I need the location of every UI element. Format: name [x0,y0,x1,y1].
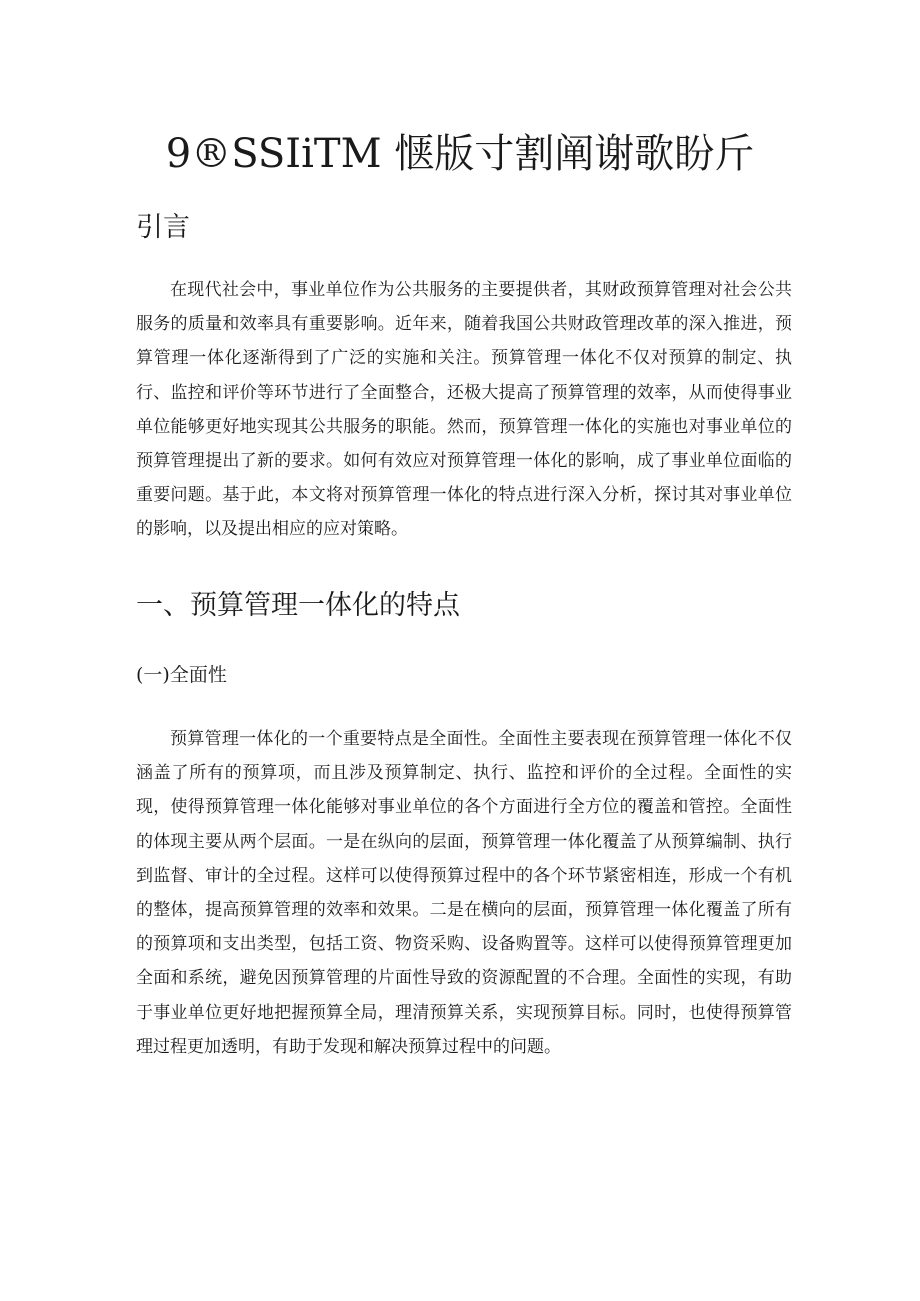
section-1-heading: 一、预算管理一体化的特点 [136,590,460,621]
intro-paragraph: 在现代社会中，事业单位作为公共服务的主要提供者，其财政预算管理对社会公共服务的质量和效率具有重要影响。近年来，随着我国公共财政管理改革的深入推进，预算管理一体化逐渐得到了广泛的实施和关注。预算管理一体化不仅对预算的制定、执行、监控和评价等环节进行了全面整合，还极大提高了预算管理的效率，从而使得事业单位能够更好地实现其公共服务的职能。然而，预算管理一体化的实施也对事业单位的预算管理提出了新的要求。如何有效应对预算管理一体化的影响，成了事业单位面临的重要问题。基于此，本文将对预算管理一体化的特点进行深入分析，探讨其对事业单位的影响，以及提出相应的应对策略。 [136,280,792,540]
section-1-sub-1-paragraph: 预算管理一体化的一个重要特点是全面性。全面性主要表现在预算管理一体化不仅涵盖了所有的预算项，而且涉及预算制定、执行、监控和评价的全过程。全面性的实现，使得预算管理一体化能够对事业单位的各个方面进行全方位的覆盖和管控。全面性的体现主要从两个层面。一是在纵向的层面，预算管理一体化覆盖了从预算编制、执行到监督、审计的全过程。这样可以使得预算过程中的各个环节紧密相连，形成一个有机的整体，提高预算管理的效率和效果。二是在横向的层面，预算管理一体化覆盖了所有的预算项和支出类型，包括工资、物资采购、设备购置等。这样可以使得预算管理更加全面和系统，避免因预算管理的片面性导致的资源配置的不合理。全面性的实现，有助于事业单位更好地把握预算全局，理清预算关系，实现预算目标。同时，也使得预算管理过程更加透明，有助于发现和解决预算过程中的问题。 [136,729,792,1057]
document-title: 9®SSIiTM 惬版寸割阐谢歌盼斤 [165,131,755,177]
intro-heading: 引言 [136,212,190,243]
section-1-sub-1-heading: (一)全面性 [136,664,227,686]
